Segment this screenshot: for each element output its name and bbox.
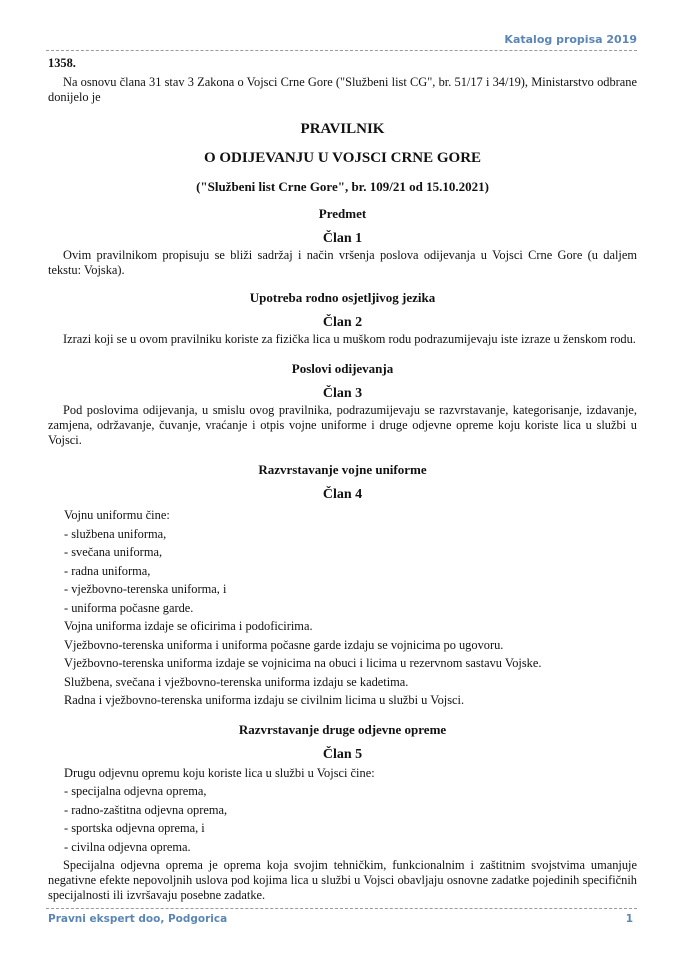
list-line: Drugu odjevnu opremu koju koriste lica u službi u Vojsci čine:: [64, 765, 375, 780]
list-line: Vježbovno-terenska uniforma i uniforma počasne garde izdaju se vojnicima po ugovoru.: [64, 637, 504, 652]
page-header: [46, 32, 637, 51]
page-number: 1: [625, 913, 633, 925]
article-heading: Član 3: [322, 386, 363, 401]
list-item: - civilna odjevna oprema.: [64, 839, 191, 854]
article-heading: Član 1: [322, 231, 363, 246]
list-item: - radno-zaštitna odjevna oprema,: [64, 802, 228, 817]
list-item: - specijalna odjevna oprema,: [64, 784, 207, 798]
list-item: - sportska odjevna oprema, i: [64, 821, 205, 835]
list-item: - vježbovno-terenska uniforma, i: [64, 582, 227, 596]
article-text: Ovim pravilnikom propisuju se bliži sadržaj i način vršenja poslova odijevanja u Vojsci Crne Gore (u daljem tekstu: Vojska).: [48, 248, 637, 277]
article-text: Pod poslovima odijevanja, u smislu ovog pravilnika, podrazumijevaju se razvrstavanje, kategorisanje, izdavanje, zamjena, održavanje, čuvanje, vraćanje i otpis vojne uniforme i druge odjevne opreme koju koriste lica u službi u Vojsci.: [48, 403, 637, 447]
page-footer: [46, 908, 637, 927]
article-text: Specijalna odjevna oprema je oprema koja svojim tehničkim, funkcionalnim i zaštitnim svojstvima umanjuje negativne efekte nepovoljnih uslova pod kojima lica u službi u Vojsci obavljaju osnovne zadatke pojedinih specifičnih specijalnosti ili izvršavaju posebne zadatke.: [48, 858, 637, 902]
list-line: Vojnu uniformu čine:: [64, 508, 170, 522]
list-item: - radna uniforma,: [64, 563, 151, 578]
list-item: - uniforma počasne garde.: [64, 600, 194, 615]
document-body: [48, 56, 637, 903]
article-text: Izrazi koji se u ovom pravilniku koriste za fizička lica u muškom rodu podrazumijevaju iste izraze u ženskom rodu.: [63, 332, 636, 346]
gazette-reference: ("Službeni list Crne Gore", br. 109/21 od 15.10.2021): [196, 179, 489, 194]
article-heading: Član 5: [322, 746, 363, 762]
document-number: 1358.: [48, 56, 76, 70]
article-heading: Član 4: [322, 487, 363, 502]
list-item: - svečana uniforma,: [64, 545, 163, 559]
section-heading: Poslovi odijevanja: [291, 361, 394, 376]
list-item: - službena uniforma,: [64, 526, 167, 541]
article-heading: Član 2: [322, 315, 363, 330]
list-line: Radna i vježbovno-terenska uniforma izdaju se civilnim licima u službi u Vojsci.: [64, 693, 465, 707]
section-heading: Razvrstavanje druge odjevne opreme: [238, 721, 447, 737]
list-line: Vježbovno-terenska uniforma izdaje se vojnicima na obuci i licima u rezervnom sastavu Vojske.: [64, 656, 542, 670]
document-subtitle: O ODIJEVANJU U VOJSCI CRNE GORE: [203, 150, 482, 166]
section-heading: Predmet: [318, 206, 367, 221]
list-line: Službena, svečana i vježbovno-terenska uniforma izdaju se kadetima.: [64, 674, 409, 689]
preamble: Na osnovu člana 31 stav 3 Zakona o Vojsci Crne Gore ("Službeni list CG", br. 51/17 i 34/19), Ministarstvo odbrane donijelo je: [48, 75, 637, 104]
list-line: Vojna uniforma izdaje se oficirima i podoficirima.: [64, 619, 313, 633]
publisher-name: Pravni ekspert doo, Podgorica: [48, 913, 228, 925]
section-heading: Upotreba rodno osjetljivog jezika: [249, 290, 436, 305]
section-heading: Razvrstavanje vojne uniforme: [258, 462, 427, 477]
document-title: PRAVILNIK: [300, 121, 385, 137]
catalog-title: Katalog propisa 2019: [504, 33, 637, 46]
